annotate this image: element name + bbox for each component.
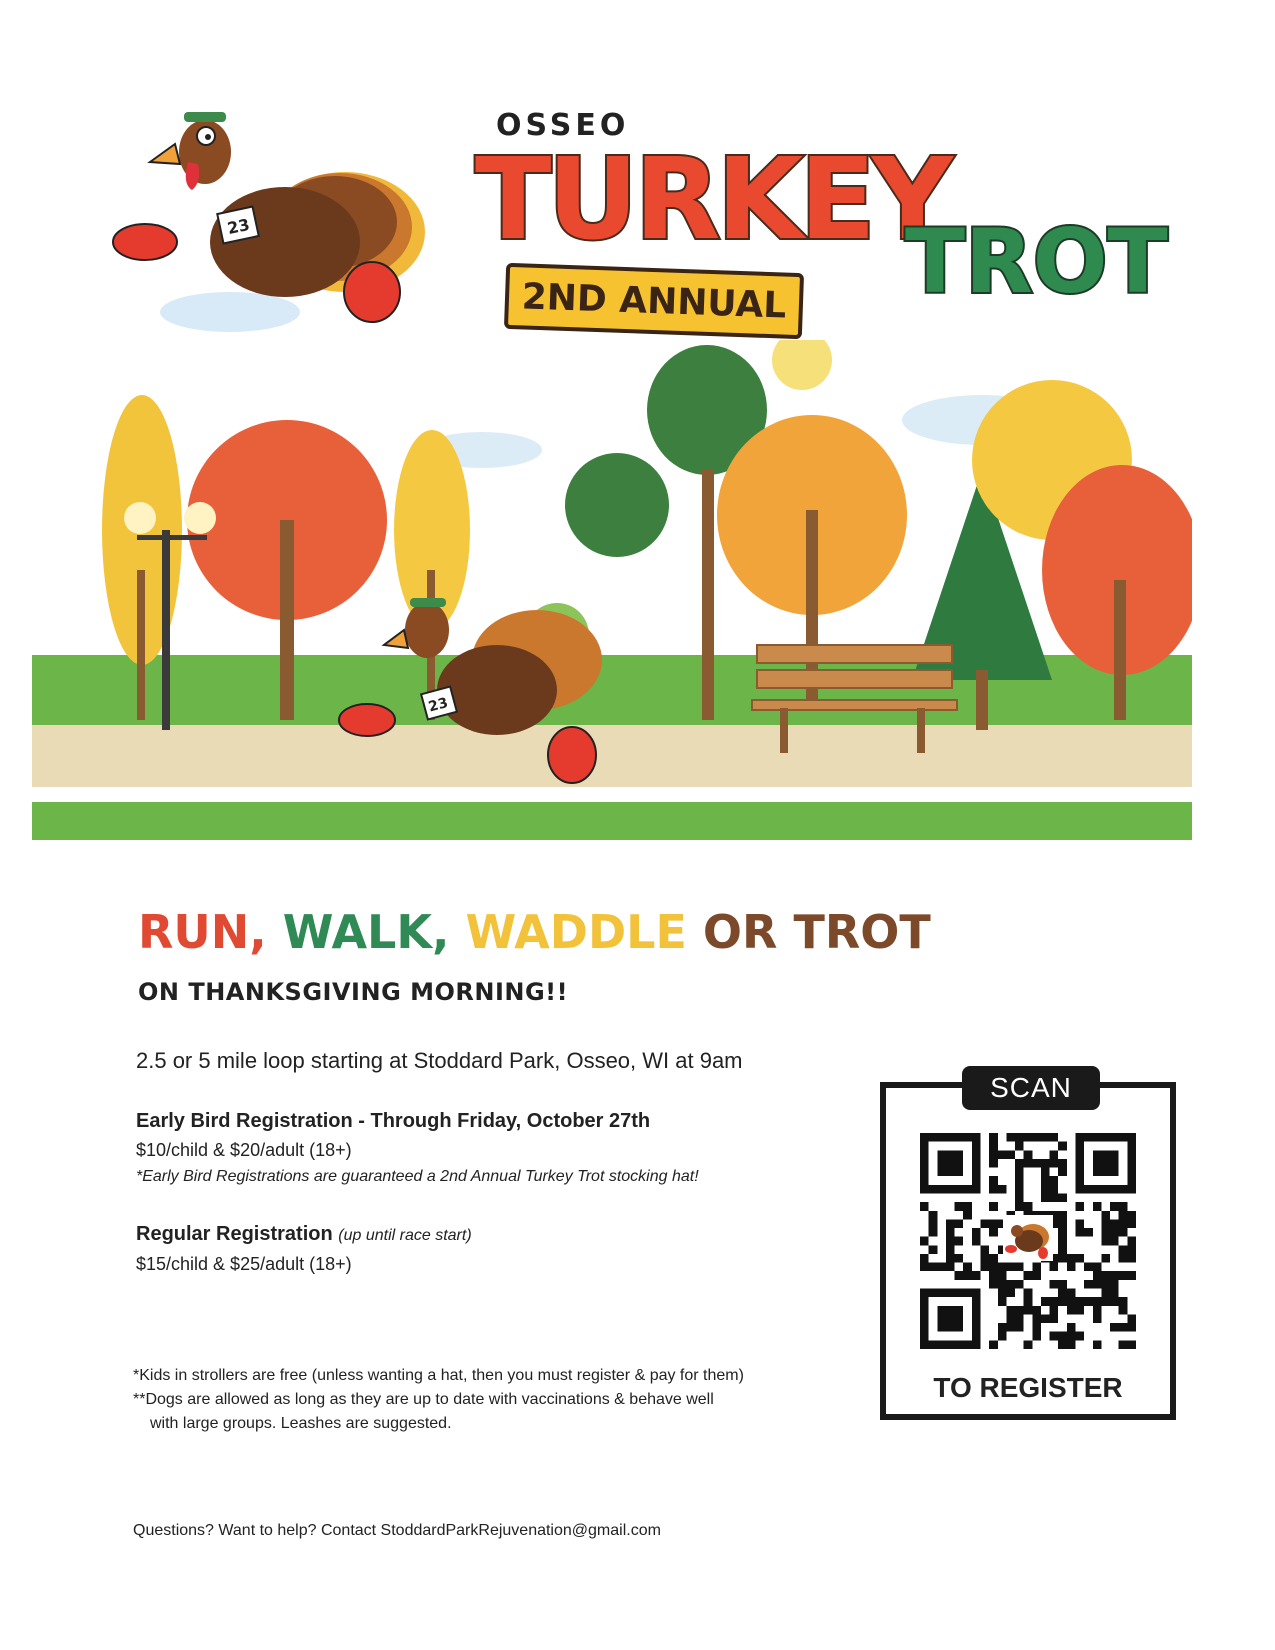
headline-or: OR — [702, 905, 778, 959]
headline-walk: WALK, — [282, 905, 450, 959]
scan-label: SCAN — [962, 1066, 1100, 1110]
regular-title — [136, 1223, 472, 1246]
regular-price: $15/child & $25/adult (18+) — [136, 1254, 352, 1274]
footnote-dogs-line1: **Dogs are allowed as long as they are up to date with vaccinations & behave well — [133, 1391, 714, 1408]
title-trot: TROT — [905, 210, 1168, 313]
town-name: OSSEO — [496, 108, 630, 143]
svg-text:23: 23 — [426, 695, 450, 716]
to-register-label: TO REGISTER — [933, 1372, 1123, 1403]
park-scene-illustration — [32, 340, 1192, 840]
race-details: 2.5 or 5 mile loop starting at Stoddard Park, Osseo, WI at 9am — [136, 1048, 743, 1073]
annual-banner: 2ND ANNUAL — [504, 263, 804, 339]
early-bird-title: Early Bird Registration - Through Friday, October 27th — [136, 1110, 651, 1132]
regular-title-text: Regular Registration — [136, 1223, 333, 1245]
footnote-dogs-line2: with large groups. Leashes are suggested. — [150, 1415, 452, 1432]
headline-waddle: WADDLE — [465, 905, 687, 959]
title-turkey: TURKEY — [475, 135, 949, 265]
headline — [138, 905, 931, 959]
headline-run: RUN, — [138, 905, 267, 959]
qr-turkey-icon — [1003, 1215, 1053, 1261]
early-bird-price: $10/child & $20/adult (18+) — [136, 1140, 352, 1160]
subhead: ON THANKSGIVING MORNING!! — [138, 978, 569, 1006]
footnote-strollers: *Kids in strollers are free (unless wanting a hat, then you must register & pay for them) — [133, 1367, 744, 1384]
headline-trot: TROT — [793, 905, 931, 959]
svg-text:23: 23 — [225, 214, 252, 239]
regular-title-paren: (up until race start) — [338, 1227, 472, 1244]
early-bird-note: *Early Bird Registrations are guaranteed a 2nd Annual Turkey Trot stocking hat! — [136, 1168, 699, 1185]
contact-line: Questions? Want to help? Contact StoddardParkRejuvenation@gmail.com — [133, 1522, 661, 1539]
header-turkey-illustration — [110, 92, 440, 342]
